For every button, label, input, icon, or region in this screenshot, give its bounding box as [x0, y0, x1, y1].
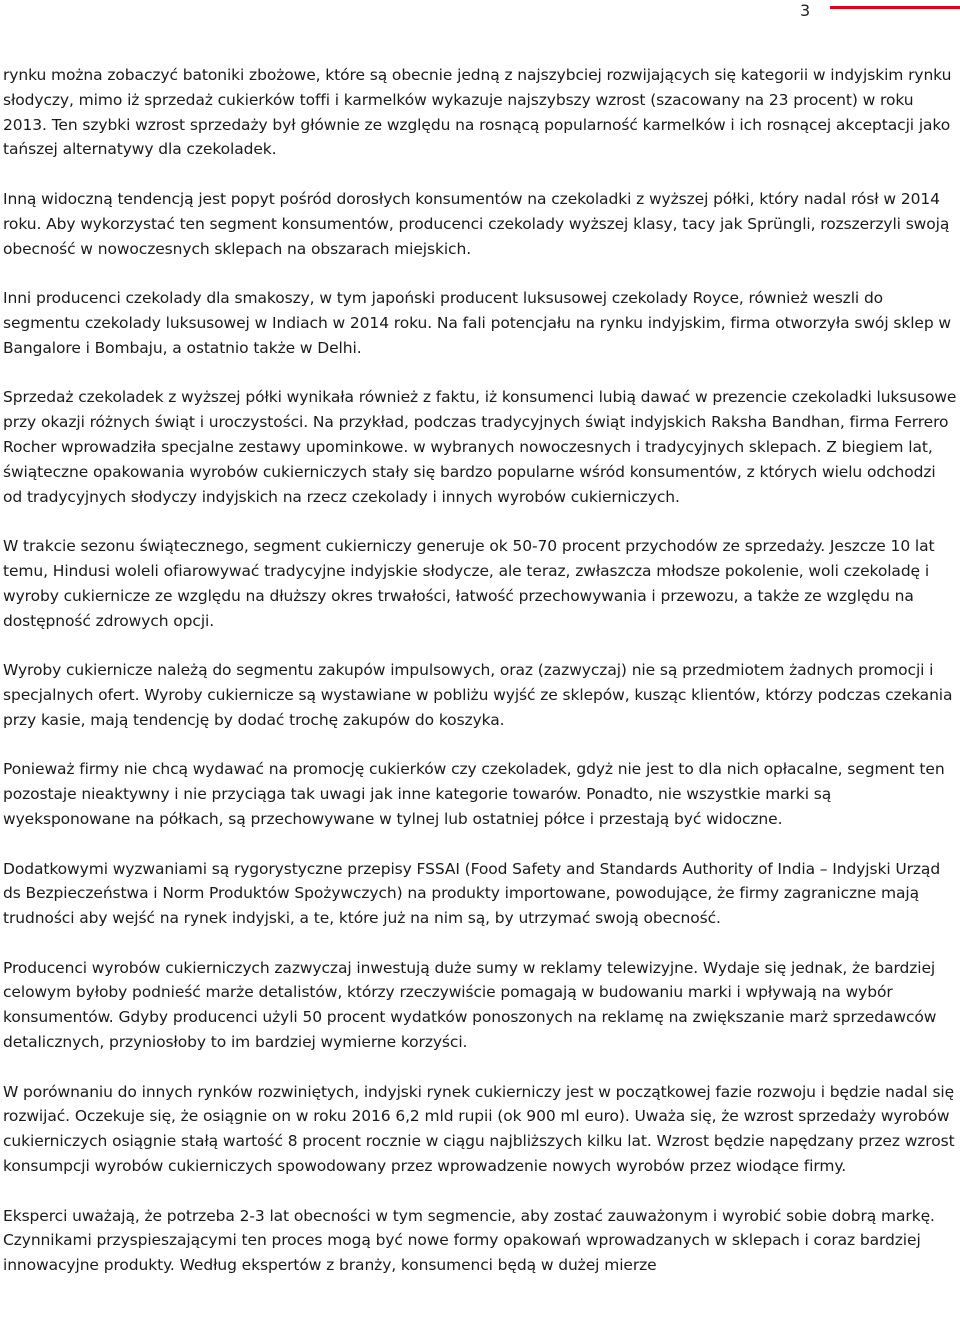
- paragraph-9: Producenci wyrobów cukierniczych zazwyczaj inwestują duże sumy w reklamy telewizyjne. Wydaje się jednak, że bardziej celowym byłoby podnieść marże detalistów, którzy rzeczywiście pomagają w budowaniu marki i wpływają na wybór konsumentów. Gdyby producenci użyli 50 procent wydatków ponoszonych na reklamę na zwiększanie marż sprzedawców detalicznych, przyniosłoby to im bardziej wymierne korzyści.: [3, 958, 937, 1052]
- paragraph-2: Inną widoczną tendencją jest popyt pośród dorosłych konsumentów na czekoladki z wyższej półki, który nadal rósł w 2014 roku. Aby wykorzystać ten segment konsumentów, producenci czekolady wyższej klasy, tacy jak Sprüngli, rozszerzyli swoją obecność w nowoczesnych sklepach na obszarach miejskich.: [3, 189, 950, 258]
- paragraph-5: W trakcie sezonu świątecznego, segment cukierniczy generuje ok 50-70 procent przychodów ze sprzedaży. Jeszcze 10 lat temu, Hindusi woleli ofiarowywać tradycyjne indyjskie słodycze, ale teraz, zwłaszcza młodsze pokolenie, woli czekoladę i wyroby cukiernicze ze względu na dłuższy okres trwałości, łatwość przechowywania i przewozu, a także ze względu na dostępność zdrowych opcji.: [3, 537, 935, 630]
- page-number-accent-bar: [830, 6, 960, 9]
- paragraph-1: rynku można zobaczyć batoniki zbożowe, które są obecnie jedną z najszybciej rozwijających się kategorii w indyjskim rynku słodyczy, mimo iż sprzedaż cukierków toffi i karmelków wykazuje najszybszy wzrost (szacowany na 23 procent) w roku 2013. Ten szybki wzrost sprzedaży był głównie ze względu na rosnącą popularność karmelków i ich rosnącej akceptacji jako tańszej alternatywy dla czekoladek.: [3, 66, 952, 159]
- paragraph-8: Dodatkowymi wyzwaniami są rygorystyczne przepisy FSSAI (Food Safety and Standards Authority of India – Indyjski Urząd ds Bezpieczeństwa i Norm Produktów Spożywczych) na produkty importowane, powodujące, że firmy zagraniczne mają trudności aby wejść na rynek indyjski, a te, które już na nim są, by utrzymać swoją obecność.: [3, 859, 941, 928]
- paragraph-4: Sprzedaż czekoladek z wyższej półki wynikała również z faktu, iż konsumenci lubią dawać w prezencie czekoladki luksusowe przy okazji różnych świąt i uroczystości. Na przykład, podczas tradycyjnych świąt indyjskich Raksha Bandhan, firma Ferrero Rocher wprowadziła specjalne zestawy upominkowe. w wybranych nowoczesnych i tradycyjnych sklepach. Z biegiem lat, świąteczne opakowania wyrobów cukierniczych stały się bardzo popularne wśród konsumentów, z których wielu odchodzi od tradycyjnych słodyczy indyjskich na rzecz czekolady i innych wyrobów cukierniczych.: [3, 388, 957, 506]
- paragraph-3: Inni producenci czekolady dla smakoszy, w tym japoński producent luksusowej czekolady Royce, również weszli do segmentu czekolady luksusowej w Indiach w 2014 roku. Na fali potencjału na rynku indyjskim, firma otworzyła swój sklep w Bangalore i Bombaju, a ostatnio także w Delhi.: [3, 289, 951, 357]
- document-body: [3, 63, 957, 1278]
- paragraph-11: Eksperci uważają, że potrzeba 2-3 lat obecności w tym segmencie, aby zostać zauważonym i wyrobić sobie dobrą markę. Czynnikami przyspieszającymi ten proces mogą być nowe formy opakowań wprowadzanych w sklepach i coraz bardziej innowacyjne produkty. Według ekspertów z branży, konsumenci będą w dużej mierze: [3, 1206, 935, 1275]
- page-number: 3: [800, 1, 811, 20]
- paragraph-7: Ponieważ firmy nie chcą wydawać na promocję cukierków czy czekoladek, gdyż nie jest to dla nich opłacalne, segment ten pozostaje nieaktywny i nie przyciąga tak uwagi jak inne kategorie towarów. Ponadto, nie wszystkie marki są wyeksponowane na półkach, są przechowywane w tylnej lub ostatniej półce i przestają być widoczne.: [3, 760, 945, 828]
- paragraph-6: Wyroby cukiernicze należą do segmentu zakupów impulsowych, oraz (zazwyczaj) nie są przedmiotem żadnych promocji i specjalnych ofert. Wyroby cukiernicze są wystawiane w pobliżu wyjść ze sklepów, kusząc klientów, którzy podczas czekania przy kasie, mają tendencję by dodać trochę zakupów do koszyka.: [3, 661, 953, 729]
- paragraph-10: W porównaniu do innych rynków rozwiniętych, indyjski rynek cukierniczy jest w początkowej fazie rozwoju i będzie nadal się rozwijać. Oczekuje się, że osiągnie on w roku 2016 6,2 mld rupii (ok 900 ml euro). Uważa się, że wzrost sprzedaży wyrobów cukierniczych osiągnie stałą wartość 8 procent rocznie w ciągu najbliższych kilku lat. Wzrost będzie napędzany przez wzrost konsumpcji wyrobów cukierniczych spowodowany przez wprowadzenie nowych wyrobów przez wiodące firmy.: [3, 1082, 955, 1176]
